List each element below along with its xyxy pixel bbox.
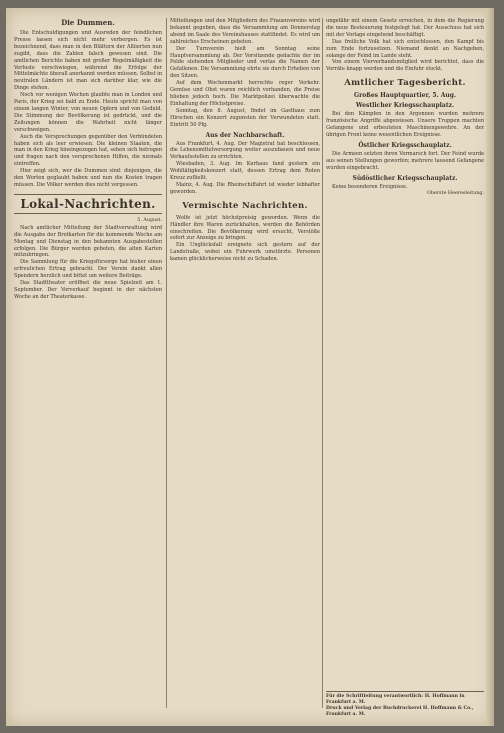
article-paragraph: Von einem Vierverbandsmitglied wird berichtet, dass die Vorräte knapp werden und die Einfuhr stockt. bbox=[326, 59, 484, 73]
article-paragraph: ungefähr mit einem Gesetz erreichen, in dem die Regierung die neue Besteuerung festgelegt hat. Der Ausschuss hat sich mit der Vorlage eingehend beschäftigt. bbox=[326, 18, 484, 38]
column-3 bbox=[326, 18, 484, 708]
article-paragraph: Keine besonderen Ereignisse. bbox=[332, 183, 408, 190]
article-paragraph: Die Entschuldigungen und Ausreden der feindlichen Presse lassen sich nicht mehr verbergen. Es ist bezeichnend, dass man in den Blättern der Alliierten nun zugibt, dass die Zahlen falsch gewesen sind. Die amtlichen Berichte haben mit großer Regelmäßigkeit die Verluste verschwiegen, während die Erfolge der Mittelmächte überall anerkannt werden müssen. Selbst in neutralen Ländern ist man sich darüber klar, wie die Dinge stehen. bbox=[14, 30, 162, 92]
column-2 bbox=[170, 18, 320, 708]
article-title: Die Dummen. bbox=[61, 18, 115, 27]
section-heading: Vermischte Nachrichten. bbox=[182, 200, 308, 211]
article-paragraph: Mainz, 4. Aug. Die Rheinschiffahrt ist wieder lebhafter geworden. bbox=[170, 181, 320, 195]
article-paragraph: Hier zeigt sich, wer die Dummen sind: diejenigen, die den Worten geglaubt haben und nun die Kosten tragen müssen. Die Völker werden dies nicht vergessen. bbox=[14, 168, 162, 188]
column-1 bbox=[14, 18, 162, 708]
article-paragraph: Ein Unglücksfall ereignete sich gestern auf der Landstraße, wobei ein Fuhrwerk umstürzte. Personen kamen glücklicherweise nicht zu Schaden. bbox=[170, 242, 320, 263]
article-paragraph: Nach amtlicher Mitteilung der Stadtverwaltung wird die Ausgabe der Brotkarten für die kommende Woche am Montag und Dienstag in den bekannten Ausgabestellen erfolgen. Die Bürger werden gebeten, die alten Karten mitzubringen. bbox=[14, 224, 162, 259]
imprint-line: Für die Schriftleitung verantwortlich: H. Hoffmann in Frankfurt a. M. bbox=[326, 694, 465, 705]
section-heading: Lokal-Nachrichten. bbox=[14, 194, 162, 214]
dateline: Großes Hauptquartier, 5. Aug. bbox=[353, 92, 457, 100]
article-paragraph: Wiesbaden, 3. Aug. Im Kurhaus fand gestern ein Wohltätigkeitskonzert statt, dessen Ertrag dem Roten Kreuz zufließt. bbox=[170, 161, 320, 182]
subheading: Aus der Nachbarschaft. bbox=[205, 131, 285, 139]
article-paragraph: Das freiliche Volk hat sich entschlossen, den Kampf bis zum Ende fortzusetzen. Niemand denkt an Nachgeben, solange der Feind im Lande steht. bbox=[326, 38, 484, 59]
article-paragraph: Auf dem Wochenmarkt herrschte reger Verkehr. Gemüse und Obst waren reichlich vorhanden, die Preise blieben jedoch hoch. Die Marktpolizei überwachte die Einhaltung der Höchstpreise. bbox=[170, 80, 320, 107]
column-rule bbox=[322, 18, 323, 708]
signature: Oberste Heeresleitung. bbox=[427, 190, 484, 196]
section-date: 5. August. bbox=[137, 217, 162, 223]
imprint bbox=[326, 691, 484, 718]
subheading: Östlicher Kriegsschauplatz. bbox=[358, 141, 452, 149]
article-paragraph: Die Armeen setzten ihren Vormarsch fort. Der Feind wurde aus seinen Stellungen geworfen; mehrere tausend Gefangene wurden eingebracht. bbox=[326, 150, 484, 171]
article-paragraph: Aus Frankfurt, 4. Aug. Der Magistrat hat beschlossen, die Lebensmittelversorgung weiter auszubauen und neue Verkaufsstellen zu errichten. bbox=[170, 140, 320, 161]
article-paragraph: Wolfe ist jetzt höchstpreisig geworden. Wenn die Händler ihre Waren zurückhalten, werden die Behörden einschreiten. Die Bevölkerung wird ersucht, Verstöße sofort zur Anzeige zu bringen. bbox=[170, 214, 320, 242]
imprint-line: Druck und Verlag der Buchdruckerei H. Hoffmann & Co., Frankfurt a. M. bbox=[326, 706, 474, 717]
article-paragraph: Der Turnverein hielt am Sonntag seine Hauptversammlung ab. Der Vorsitzende gedachte der im Felde stehenden Mitglieder und verlas die Namen der Gefallenen. Die Versammlung ehrte sie durch Erheben von den Sitzen. bbox=[170, 45, 320, 80]
article-paragraph: Die Sammlung für die Kriegsfürsorge hat bisher einen erfreulichen Ertrag gebracht. Der Verein dankt allen Spendern herzlich und bittet um weitere Beiträge. bbox=[14, 259, 162, 280]
newspaper-page bbox=[6, 8, 494, 726]
section-heading: Amtlicher Tagesbericht. bbox=[344, 78, 466, 89]
article-paragraph: Das Stadttheater eröffnet die neue Spielzeit am 1. September. Der Vorverkauf beginnt in der nächsten Woche an der Theaterkasse. bbox=[14, 280, 162, 300]
page-gutter bbox=[486, 8, 494, 726]
article-paragraph: Noch vor wenigen Wochen glaubte man in London und Paris, der Krieg sei bald zu Ende. Heute spricht man von einem langen Winter, von neuen Opfern und von Geduld. Die Stimmung der Bevölkerung ist gedrückt, und die Zeitungen können die Wahrheit nicht länger verschweigen. bbox=[14, 92, 162, 133]
article-paragraph: Sonntag, den 8. August, findet im Gasthaus zum Hirschen ein Konzert zugunsten der Verwundeten statt. Eintritt 50 Pfg. bbox=[170, 107, 320, 128]
article-paragraph: Auch die Versprechungen gegenüber den Verbündeten haben sich als leer erwiesen. Die kleinen Staaten, die man in den Krieg hineingezogen hat, sehen sich betrogen und fragen nach den versprochenen Hilfen, die niemals eintreffen. bbox=[14, 133, 162, 168]
column-rule bbox=[166, 18, 167, 708]
article-paragraph: Mitteilungen und den Mitgliedern des Frauenvereins wird bekannt gegeben, dass die Versammlung am Donnerstag abend im Saale des Vereinshauses stattfindet. Es wird um zahlreiches Erscheinen gebeten. bbox=[170, 18, 320, 45]
subheading: Westlicher Kriegsschauplatz. bbox=[355, 102, 455, 110]
subheading: Südöstlicher Kriegsschauplatz. bbox=[352, 174, 458, 182]
article-paragraph: Bei den Kämpfen in den Argonnen wurden mehrere französische Angriffe abgewiesen. Unsere Truppen machten Gefangene und erbeuteten Maschinengewehre. An der übrigen Front keine wesentlichen Ereignisse. bbox=[326, 111, 484, 138]
